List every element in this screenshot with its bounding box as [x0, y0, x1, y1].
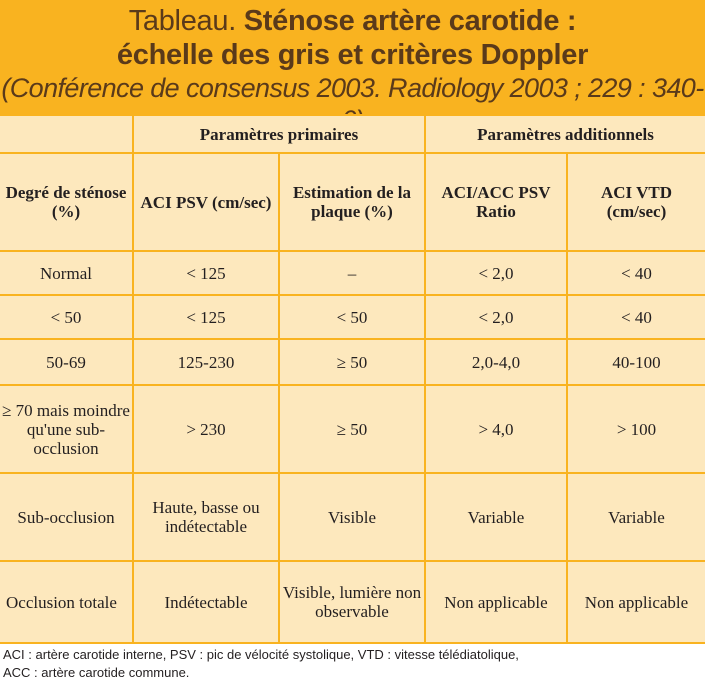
table-row — [0, 251, 705, 295]
table-cell: Variable — [425, 473, 567, 561]
table-cell: < 40 — [567, 251, 705, 295]
table-cell: < 125 — [133, 251, 279, 295]
title-citation: (Conférence de consensus 2003. Radiology 2003 ; 229 : 340- — [1, 73, 704, 103]
table-cell: – — [279, 251, 425, 295]
table-cell: 125-230 — [133, 339, 279, 385]
table-cell: ≥ 70 mais moindre qu'une sub-occlusion — [0, 385, 133, 473]
column-header-plaque: Estimation de la plaque (%) — [279, 153, 425, 251]
group-header-empty — [0, 115, 133, 153]
table-row — [0, 295, 705, 339]
table-row — [0, 339, 705, 385]
table-row — [0, 473, 705, 561]
table-cell: < 50 — [279, 295, 425, 339]
column-header-row — [0, 153, 705, 251]
stenosis-criteria-table — [0, 114, 705, 644]
table-cell: < 125 — [133, 295, 279, 339]
footnote-line-2: ACC : artère carotide commune. — [3, 665, 190, 680]
table-cell: < 50 — [0, 295, 133, 339]
table-cell: < 2,0 — [425, 295, 567, 339]
column-header-ratio: ACI/ACC PSV Ratio — [425, 153, 567, 251]
table-row — [0, 561, 705, 643]
table-cell: Normal — [0, 251, 133, 295]
column-header-degree: Degré de sténose (%) — [0, 153, 133, 251]
table-cell: Visible, lumière non observable — [279, 561, 425, 643]
table-cell: < 40 — [567, 295, 705, 339]
table-cell: < 2,0 — [425, 251, 567, 295]
table-cell: 50-69 — [0, 339, 133, 385]
table-cell: Occlusion totale — [0, 561, 133, 643]
column-header-aci-psv: ACI PSV (cm/sec) — [133, 153, 279, 251]
title-main: Sténose artère carotide : — [243, 5, 577, 37]
group-header-row — [0, 115, 705, 153]
group-header-primary: Paramètres primaires — [133, 115, 425, 153]
table-cell: ≥ 50 — [279, 385, 425, 473]
table-cell: Haute, basse ou indétectable — [133, 473, 279, 561]
footnote — [3, 646, 703, 682]
table-cell: > 100 — [567, 385, 705, 473]
column-header-aci-vtd: ACI VTD (cm/sec) — [567, 153, 705, 251]
footnote-line-1: ACI : artère carotide interne, PSV : pic de vélocité systolique, VTD : vitesse télédiatolique, — [3, 647, 519, 662]
table-cell: Visible — [279, 473, 425, 561]
title-banner — [0, 0, 705, 114]
table-cell: 2,0-4,0 — [425, 339, 567, 385]
table-cell: Sub-occlusion — [0, 473, 133, 561]
table-cell: ≥ 50 — [279, 339, 425, 385]
table-cell: Variable — [567, 473, 705, 561]
title-prefix: Tableau. — [128, 5, 236, 37]
group-header-additional: Paramètres additionnels — [425, 115, 705, 153]
table-cell: > 4,0 — [425, 385, 567, 473]
title-line-1 — [0, 4, 705, 38]
table-row — [0, 385, 705, 473]
title-line-2: échelle des gris et critères Doppler — [116, 39, 589, 71]
table-cell: 40-100 — [567, 339, 705, 385]
table-cell: Indétectable — [133, 561, 279, 643]
table-cell: Non applicable — [567, 561, 705, 643]
table-cell: > 230 — [133, 385, 279, 473]
table-cell: Non applicable — [425, 561, 567, 643]
